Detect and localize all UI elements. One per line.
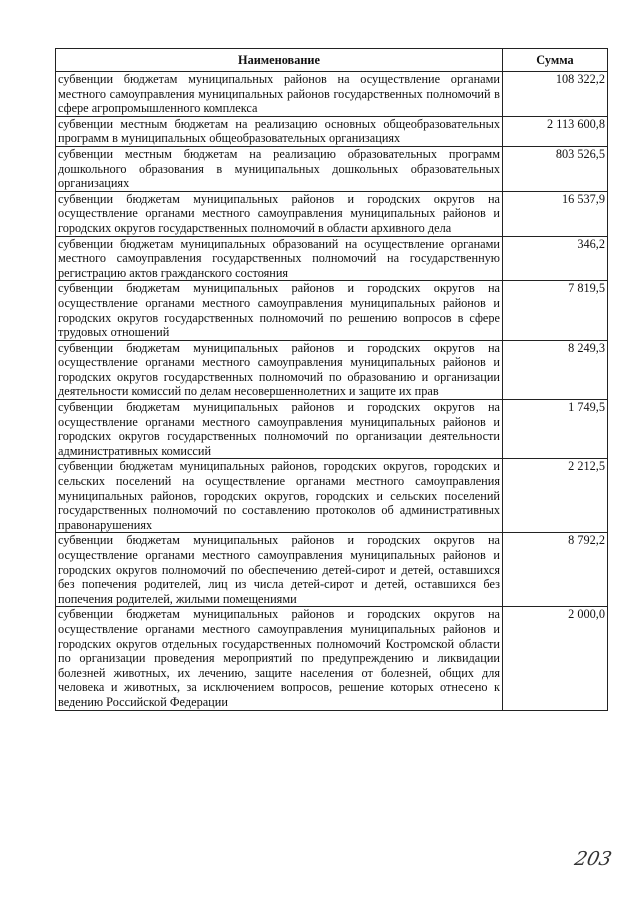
row-sum: 2 113 600,8 — [503, 116, 608, 146]
row-sum: 8 249,3 — [503, 340, 608, 399]
handwritten-page-number: 203 — [572, 848, 614, 870]
table-row — [56, 116, 608, 146]
row-name: субвенции бюджетам муниципальных районов и городских округов на осуществление органами местного самоуправления муниципальных районов и городских округов полномочий по обеспечению детей-сирот и детей, оставшихся без попечения родителей, лиц из числа детей-сирот и детей, оставшихся без попечения родителей, жилыми помещениями — [56, 533, 503, 607]
row-name: субвенции бюджетам муниципальных районов и городских округов на осуществление органами местного самоуправления муниципальных районов и городских округов государственных полномочий в области архивного дела — [56, 191, 503, 236]
row-name: субвенции бюджетам муниципальных районов, городских округов, городских и сельских поселений на осуществление органами местного самоуправления муниципальных районов, городских округов, городских и сельских поселений государственных полномочий по составлению протоколов об административных правонарушениях — [56, 459, 503, 533]
table-row — [56, 146, 608, 191]
table-row — [56, 236, 608, 281]
row-sum: 2 000,0 — [503, 607, 608, 710]
table-row — [56, 191, 608, 236]
row-sum: 7 819,5 — [503, 281, 608, 340]
row-sum: 108 322,2 — [503, 72, 608, 117]
table-row — [56, 533, 608, 607]
row-sum: 8 792,2 — [503, 533, 608, 607]
row-name: субвенции бюджетам муниципальных районов на осуществление органами местного самоуправления муниципальных районов государственных полномочий в сфере агропромышленного комплекса — [56, 72, 503, 117]
row-name: субвенции бюджетам муниципальных районов и городских округов на осуществление органами местного самоуправления муниципальных районов и городских округов государственных полномочий по образованию и организации деятельности комиссий по делам несовершеннолетних и защите их прав — [56, 340, 503, 399]
row-name: субвенции бюджетам муниципальных образований на осуществление органами местного самоуправления государственных полномочий на государственную регистрацию актов гражданского состояния — [56, 236, 503, 281]
row-name: субвенции местным бюджетам на реализацию основных общеобразовательных программ в муниципальных общеобразовательных организациях — [56, 116, 503, 146]
table-row — [56, 281, 608, 340]
row-name: субвенции местным бюджетам на реализацию образовательных программ дошкольного образования в муниципальных дошкольных образовательных организациях — [56, 146, 503, 191]
row-sum: 16 537,9 — [503, 191, 608, 236]
budget-table — [55, 48, 608, 711]
row-sum: 803 526,5 — [503, 146, 608, 191]
header-name: Наименование — [56, 49, 503, 72]
row-name: субвенции бюджетам муниципальных районов и городских округов на осуществление органами местного самоуправления муниципальных районов и городских округов государственных полномочий по организации деятельности административных комиссий — [56, 400, 503, 459]
row-name: субвенции бюджетам муниципальных районов и городских округов на осуществление органами местного самоуправления муниципальных районов и городских округов государственных полномочий по решению вопросов в сфере трудовых отношений — [56, 281, 503, 340]
row-name: субвенции бюджетам муниципальных районов и городских округов на осуществление органами местного самоуправления муниципальных районов и городских округов отдельных государственных полномочий Костромской области по организации проведения мероприятий по предупреждению и ликвидации болезней животных, их лечению, защите населения от болезней, общих для человека и животных, за исключением вопросов, решение которых отнесено к ведению Российской Федерации — [56, 607, 503, 710]
table-row — [56, 340, 608, 399]
header-sum: Сумма — [503, 49, 608, 72]
row-sum: 1 749,5 — [503, 400, 608, 459]
table-row — [56, 72, 608, 117]
table-header-row — [56, 49, 608, 72]
table-row — [56, 459, 608, 533]
table-row — [56, 400, 608, 459]
table-row — [56, 607, 608, 710]
row-sum: 2 212,5 — [503, 459, 608, 533]
row-sum: 346,2 — [503, 236, 608, 281]
